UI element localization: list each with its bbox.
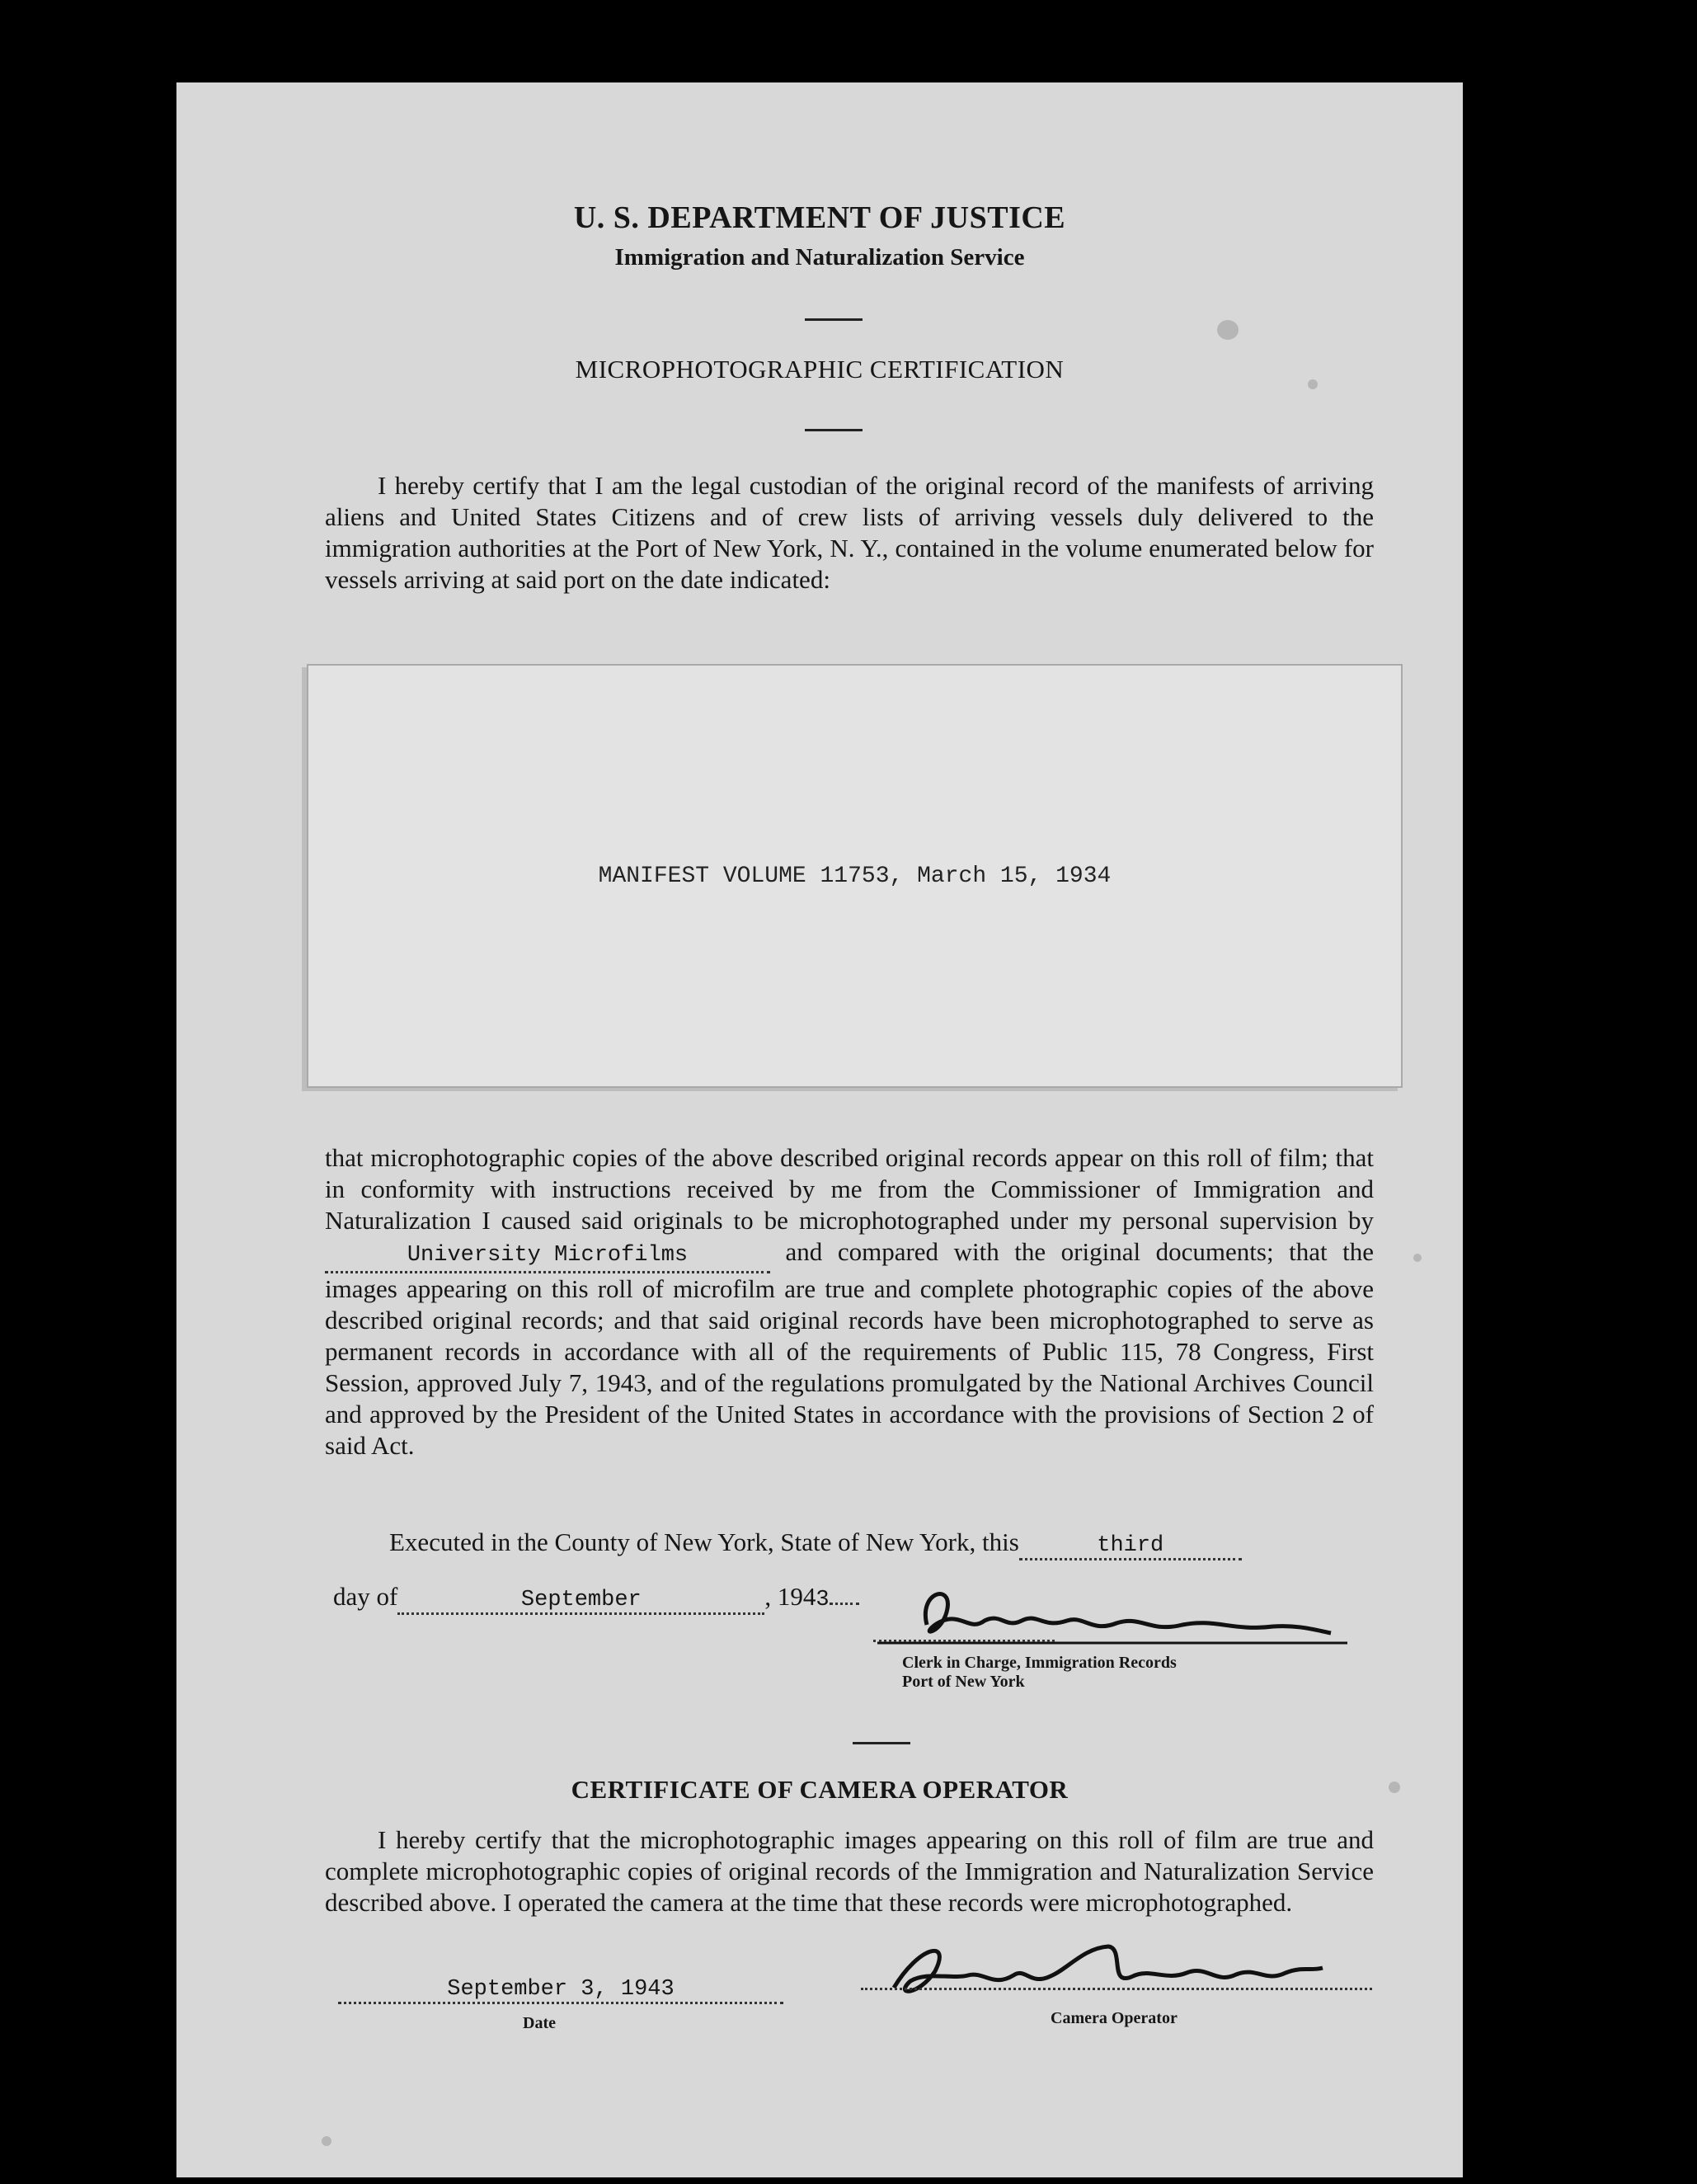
divider — [805, 318, 863, 321]
clerk-signature-line — [873, 1640, 1055, 1642]
supervisor-field: University Microfilms — [325, 1240, 770, 1273]
operator-date-field: September 3, 1943 — [338, 1977, 783, 2004]
operator-signature-mark — [861, 1930, 1372, 2012]
body-text-part2: and compared with the original documents; that the images appearing on this roll of microfilm are true and complete photographic copies of the above described original records; and that said original records have been microphotographed to serve as permanent records in accordance with all of the requirements of Public 115, 78 Congress, First Session, approved July 7, 1943, and of the regulations promulgated by the National Archives Council and approved by the President of the United States in accordance with the provisions of Section 2 of said Act. — [325, 1237, 1374, 1460]
manifest-volume-label: MANIFEST VOLUME 11753, March 15, 1934 — [598, 864, 1112, 889]
certification-heading: MICROPHOTOGRAPHIC CERTIFICATION — [575, 355, 1065, 384]
operator-caption: Camera Operator — [1051, 2009, 1178, 2027]
stain-spot — [322, 2136, 331, 2146]
executed-day-field: third — [1019, 1533, 1242, 1560]
year-prefix: , 194 — [764, 1582, 816, 1611]
clerk-caption-line2: Port of New York — [902, 1673, 1025, 1691]
body-paragraph — [325, 1142, 1374, 1461]
operator-paragraph — [325, 1824, 1374, 1918]
operator-heading: CERTIFICATE OF CAMERA OPERATOR — [571, 1775, 1069, 1804]
date-line — [338, 1971, 783, 2004]
clerk-caption — [902, 1654, 1177, 1692]
department-title: U. S. DEPARTMENT OF JUSTICE — [573, 200, 1066, 235]
intro-text: I hereby certify that I am the legal custodian of the original record of the manifests of arriving aliens and United States Citizens and of crew lists of arriving vessels duly delivered to the immigration authorities at the Port of New York, N. Y., contained in the volume enumerated below for vessels arriving at said port on the date indicated: — [325, 471, 1374, 594]
intro-paragraph — [325, 470, 1374, 595]
day-of-label: day of — [333, 1582, 398, 1611]
certificate-sheet — [176, 82, 1463, 2177]
body-text-part1: that microphotographic copies of the above described original records appear on this roll of film; that in conformity with instructions received by me from the Commissioner of Immigration and Naturalization I caused said originals to be microphotographed under my personal supervision by — [325, 1143, 1374, 1235]
divider — [805, 429, 863, 431]
month-field: September — [397, 1588, 764, 1615]
stain-spot — [1217, 320, 1239, 340]
operator-signature-line — [861, 1988, 1372, 1990]
clerk-signature-mark — [869, 1575, 1364, 1666]
date-label: Date — [523, 2014, 556, 2032]
clerk-caption-line1: Clerk in Charge, Immigration Records — [902, 1654, 1177, 1672]
volume-inset-card — [307, 664, 1403, 1088]
service-subtitle: Immigration and Naturalization Service — [614, 244, 1025, 271]
executed-line — [389, 1527, 1242, 1560]
year-suffix: 3 — [816, 1588, 830, 1612]
day-of-line — [333, 1582, 859, 1615]
operator-text: I hereby certify that the microphotographic images appearing on this roll of film are true and complete microphotographic copies of original records of the Immigration and Naturalization Service described above. I operated the camera at the time that these records were microphotographed. — [325, 1825, 1374, 1917]
year-trailing-dots — [830, 1603, 859, 1605]
stain-spot — [1413, 1254, 1422, 1262]
divider — [853, 1742, 910, 1744]
executed-prefix: Executed in the County of New York, State of New York, this — [389, 1527, 1019, 1556]
